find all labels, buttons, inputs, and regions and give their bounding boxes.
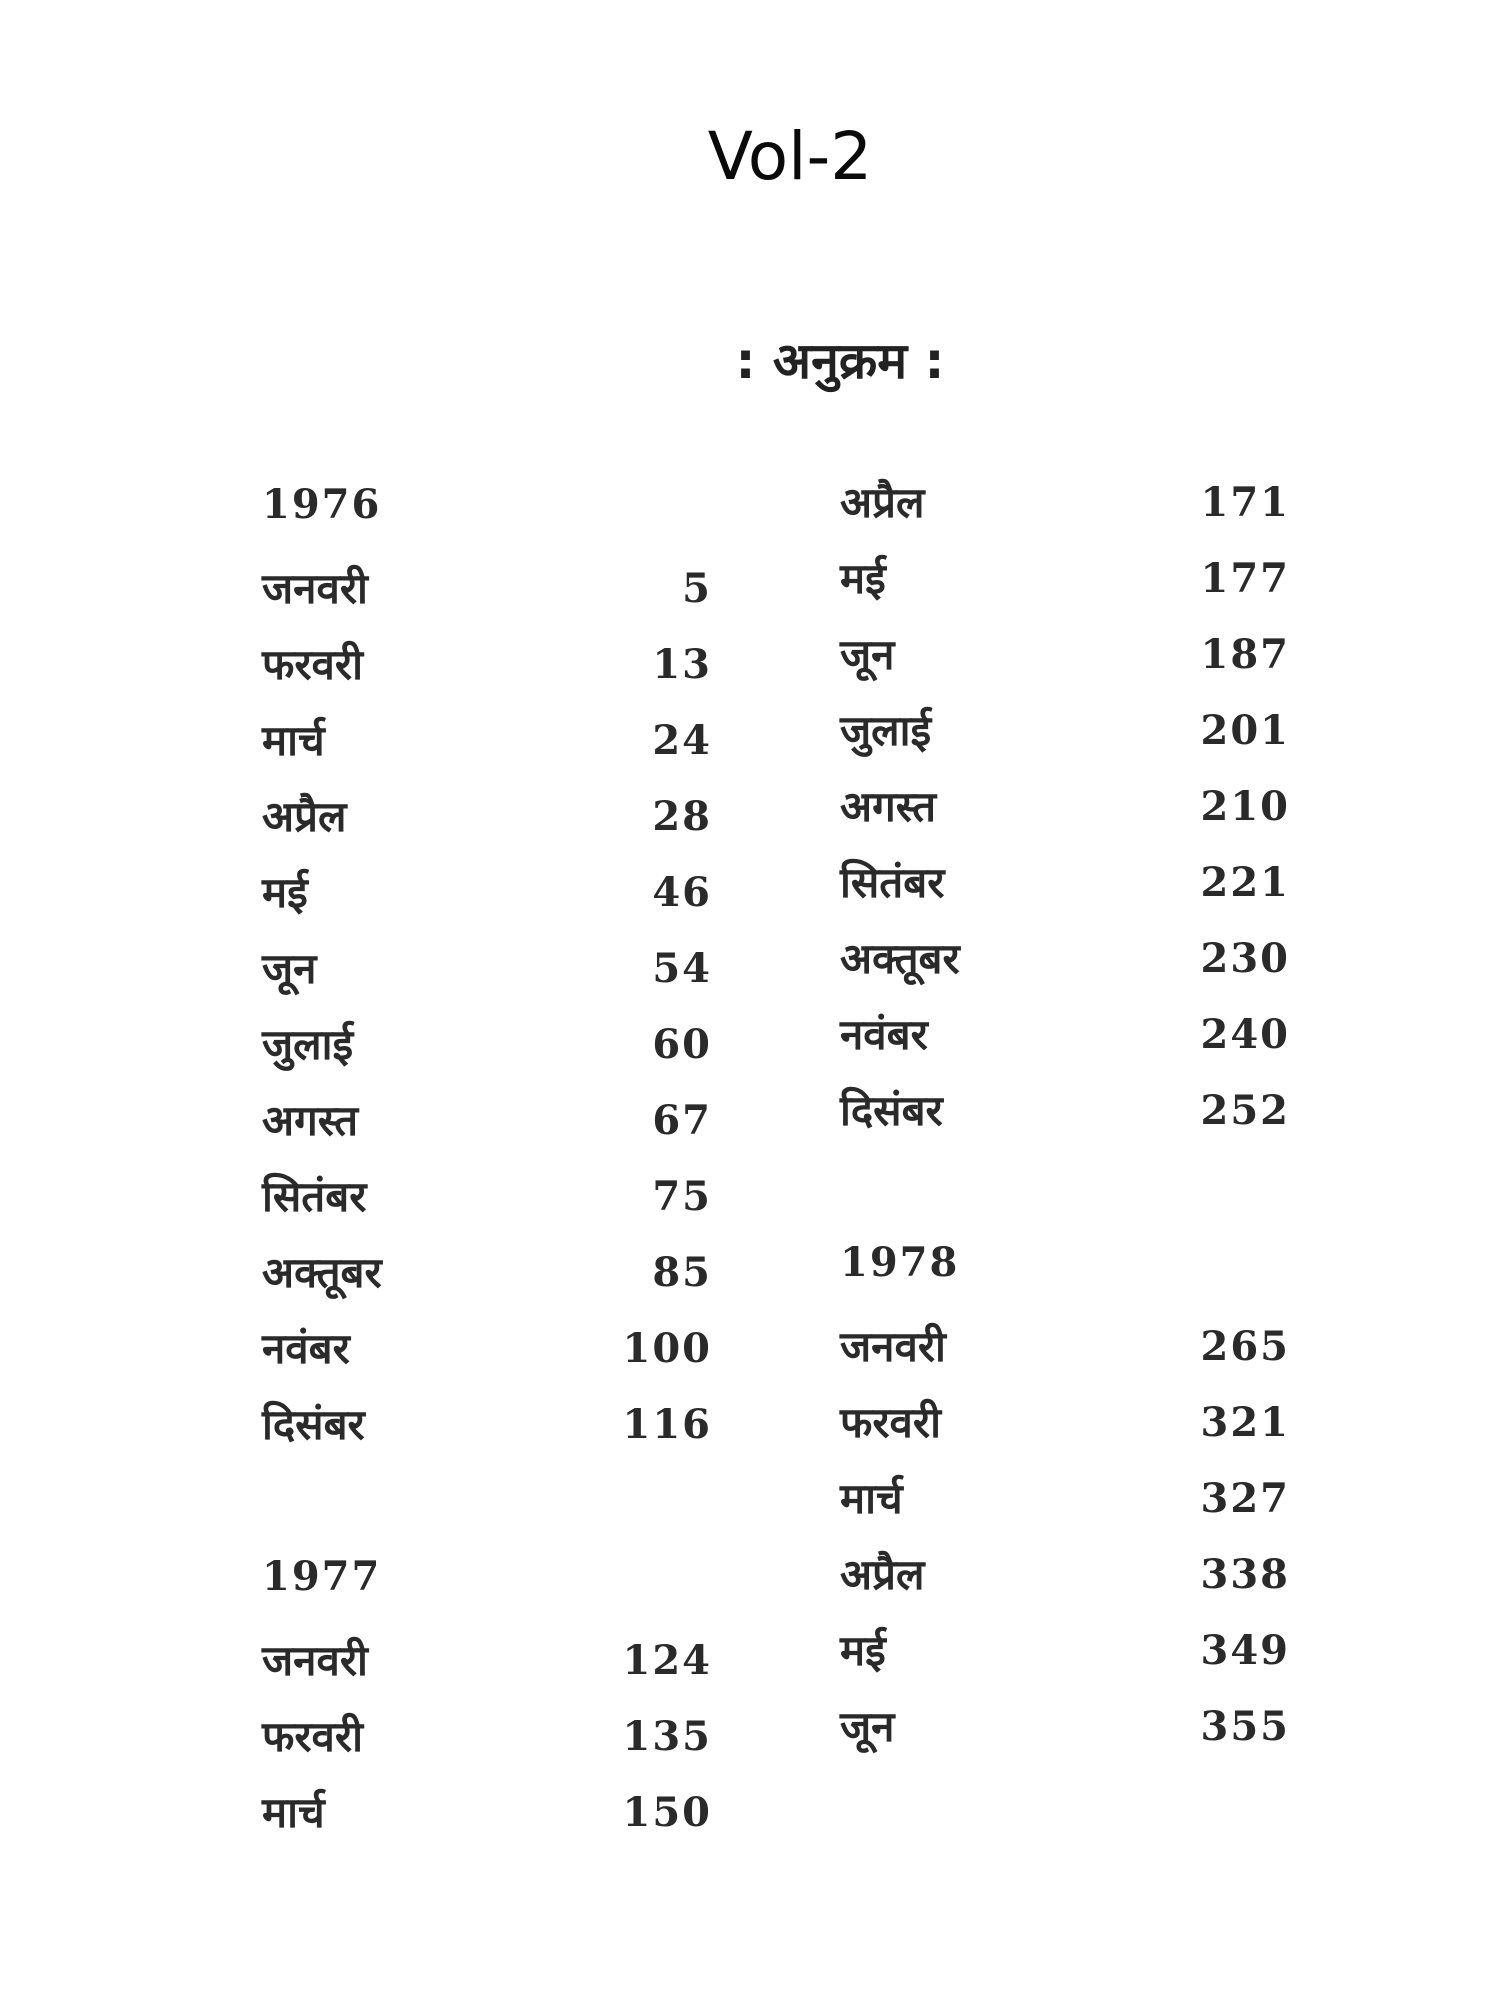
toc-entry bbox=[262, 855, 712, 931]
page-number: 54 bbox=[652, 945, 712, 992]
page-number: 230 bbox=[1200, 935, 1290, 982]
month-label: दिसंबर bbox=[840, 1086, 943, 1135]
toc-entry bbox=[840, 1613, 1290, 1689]
month-label: मार्च bbox=[262, 716, 325, 765]
toc-entry bbox=[840, 693, 1290, 769]
month-label: जनवरी bbox=[262, 1636, 368, 1685]
toc-entry bbox=[262, 1007, 712, 1083]
month-label: फरवरी bbox=[262, 640, 363, 689]
month-label: जून bbox=[840, 1702, 895, 1751]
page-number: 75 bbox=[652, 1173, 712, 1220]
month-label: अगस्त bbox=[840, 782, 937, 831]
page-number: 221 bbox=[1200, 859, 1290, 906]
toc-entry bbox=[840, 921, 1290, 997]
page-number: 349 bbox=[1200, 1627, 1290, 1674]
month-label: सितंबर bbox=[262, 1172, 367, 1221]
month-label: नवंबर bbox=[262, 1324, 350, 1373]
page-number: 252 bbox=[1200, 1087, 1290, 1134]
page-number: 100 bbox=[622, 1325, 712, 1372]
page-number: 135 bbox=[622, 1713, 712, 1760]
page-number: 116 bbox=[622, 1401, 712, 1448]
month-label: सितंबर bbox=[840, 858, 945, 907]
toc-heading: : अनुक्रम : bbox=[735, 332, 945, 390]
month-label: मई bbox=[840, 554, 886, 603]
page-number: 28 bbox=[652, 793, 712, 840]
toc-entry bbox=[262, 1159, 712, 1235]
month-label: मार्च bbox=[262, 1788, 325, 1837]
year-heading: 1976 bbox=[262, 481, 382, 528]
toc-entry bbox=[840, 997, 1290, 1073]
month-label: अप्रैल bbox=[840, 1550, 925, 1599]
toc-entry bbox=[840, 845, 1290, 921]
toc-entry bbox=[262, 1083, 712, 1159]
page-number: 67 bbox=[652, 1097, 712, 1144]
toc-entry bbox=[262, 1699, 712, 1775]
page-number: 24 bbox=[652, 717, 712, 764]
page-number: 150 bbox=[622, 1789, 712, 1836]
page-number: 321 bbox=[1200, 1399, 1290, 1446]
toc-entry bbox=[262, 1387, 712, 1463]
toc-entry bbox=[262, 1311, 712, 1387]
toc-entry bbox=[262, 779, 712, 855]
month-label: मई bbox=[840, 1626, 886, 1675]
toc-entry bbox=[840, 1309, 1290, 1385]
page-number: 85 bbox=[652, 1249, 712, 1296]
toc-entry bbox=[840, 769, 1290, 845]
toc-entry bbox=[262, 627, 712, 703]
toc-entry bbox=[262, 1775, 712, 1851]
toc-right-column bbox=[840, 465, 1290, 1765]
toc-left-column bbox=[262, 467, 712, 1851]
page-number: 124 bbox=[622, 1637, 712, 1684]
month-label: जुलाई bbox=[840, 706, 932, 755]
month-label: जनवरी bbox=[262, 564, 368, 613]
month-label: अप्रैल bbox=[840, 478, 925, 527]
month-label: फरवरी bbox=[840, 1398, 941, 1447]
page-number: 201 bbox=[1200, 707, 1290, 754]
page-number: 240 bbox=[1200, 1011, 1290, 1058]
toc-entry bbox=[840, 1461, 1290, 1537]
toc-entry bbox=[840, 541, 1290, 617]
toc-entry bbox=[840, 1385, 1290, 1461]
toc-entry bbox=[840, 617, 1290, 693]
toc-entry bbox=[840, 1689, 1290, 1765]
month-label: अप्रैल bbox=[262, 792, 347, 841]
month-label: दिसंबर bbox=[262, 1400, 365, 1449]
year-heading: 1978 bbox=[840, 1239, 960, 1286]
page-number: 13 bbox=[652, 641, 712, 688]
page-number: 187 bbox=[1200, 631, 1290, 678]
month-label: फरवरी bbox=[262, 1712, 363, 1761]
page-number: 210 bbox=[1200, 783, 1290, 830]
page-number: 338 bbox=[1200, 1551, 1290, 1598]
toc-entry bbox=[262, 931, 712, 1007]
month-label: अक्तूबर bbox=[840, 934, 960, 983]
page-number: 5 bbox=[682, 565, 712, 612]
month-label: जुलाई bbox=[262, 1020, 354, 1069]
toc-entry bbox=[262, 1623, 712, 1699]
page-number: 265 bbox=[1200, 1323, 1290, 1370]
toc-entry bbox=[262, 551, 712, 627]
month-label: मार्च bbox=[840, 1474, 903, 1523]
month-label: जून bbox=[840, 630, 895, 679]
month-label: मई bbox=[262, 868, 308, 917]
page-number: 355 bbox=[1200, 1703, 1290, 1750]
month-label: अगस्त bbox=[262, 1096, 359, 1145]
year-heading: 1977 bbox=[262, 1553, 382, 1600]
toc-entry bbox=[840, 1537, 1290, 1613]
toc-entry bbox=[262, 703, 712, 779]
page-number: 327 bbox=[1200, 1475, 1290, 1522]
toc-entry bbox=[840, 1073, 1290, 1149]
volume-title: Vol-2 bbox=[707, 118, 873, 195]
toc-entry bbox=[840, 465, 1290, 541]
toc-entry bbox=[262, 1235, 712, 1311]
month-label: जनवरी bbox=[840, 1322, 946, 1371]
page-number: 171 bbox=[1200, 479, 1290, 526]
month-label: जून bbox=[262, 944, 317, 993]
month-label: नवंबर bbox=[840, 1010, 928, 1059]
page-number: 46 bbox=[652, 869, 712, 916]
page-number: 177 bbox=[1200, 555, 1290, 602]
month-label: अक्तूबर bbox=[262, 1248, 382, 1297]
page-number: 60 bbox=[652, 1021, 712, 1068]
